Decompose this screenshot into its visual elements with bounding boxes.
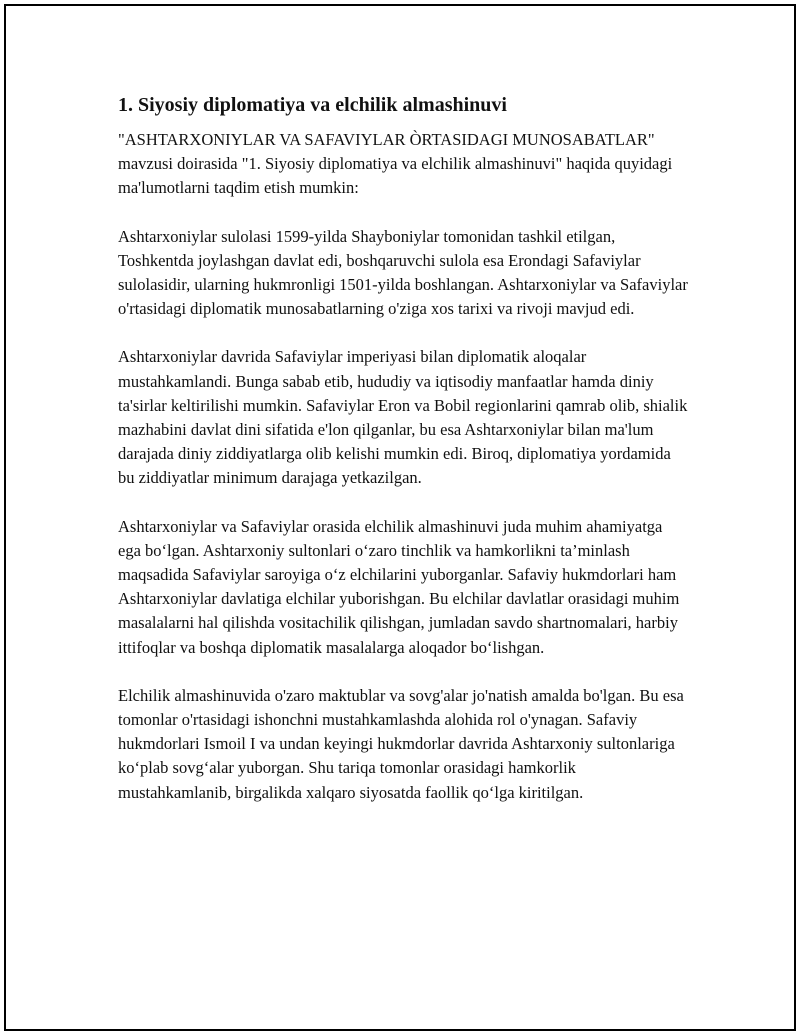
paragraph-4: Elchilik almashinuvida o'zaro maktublar va sovg'alar jo'natish amalda bo'lgan. Bu esa tomonlar o'rtasidagi ishonchni mustahkamlashda alohida rol o'ynagan. Safaviy hukmdorlari Ismoil I va undan keyingi hukmdorlar davrida Ashtarxoniy sultonlariga ko‘plab sovg‘alar yuborgan. Shu tariqa tomonlar orasidagi hamkorlik mustahkamlanib, birgalikda xalqaro siyosatda faollik qo‘lga kiritilgan. (118, 685, 684, 802)
document-body (118, 92, 688, 829)
paragraph-3: Ashtarxoniylar va Safaviylar orasida elchilik almashinuvi juda muhim ahamiyatga ega bo‘lgan. Ashtarxoniy sultonlari o‘zaro tinchlik va hamkorlikni ta’minlash maqsadida Safaviylar saroyiga o‘z elchilarini yuborganlar. Safaviy hukmdorlari ham Ashtarxoniylar davlatiga elchilar yuborishgan. Bu elchilar davlatlar orasidagi muhim masalalarni hal qilishda vositachilik qilishgan, jumladan savdo shartnomalari, harbiy ittifoqlar va boshqa diplomatik masalalarga aloqador bo‘lishgan. (118, 516, 680, 657)
paragraph-intro: "ASHTARXONIYLAR VA SAFAVIYLAR ÒRTASIDAGI MUNOSABATLAR" mavzusi doirasida "1. Siyosiy diplomatiya va elchilik almashinuvi" haqida quyidagi ma'lumotlarni taqdim etish mumkin: (118, 130, 673, 198)
paragraph-2: Ashtarxoniylar davrida Safaviylar imperiyasi bilan diplomatik aloqalar mustahkamlandi. Bunga sabab etib, hududiy va iqtisodiy manfaatlar hamda diniy ta'sirlar keltirilishi mumkin. Safaviylar Eron va Bobil regionlarini qamrab olib, shialik mazhabini davlat dini sifatida e'lon qilganlar, bu esa Ashtarxoniylar bilan ma'lum darajada diniy ziddiyatlarga olib kelishi mumkin edi. Biroq, diplomatiya yordamida bu ziddiyatlar minimum darajaga yetkazilgan. (118, 347, 688, 488)
section-heading: 1. Siyosiy diplomatiya va elchilik almashinuvi (118, 94, 507, 116)
paragraph-1: Ashtarxoniylar sulolasi 1599-yilda Shayboniylar tomonidan tashkil etilgan, Toshkentda joylashgan davlat edi, boshqaruvchi sulola esa Erondagi Safaviylar sulolasidir, ularning hukmronligi 1501-yilda boshlangan. Ashtarxoniylar va Safaviylar o'rtasidagi diplomatik munosabatlarning o'ziga xos tarixi va rivoji mavjud edi. (118, 226, 688, 319)
